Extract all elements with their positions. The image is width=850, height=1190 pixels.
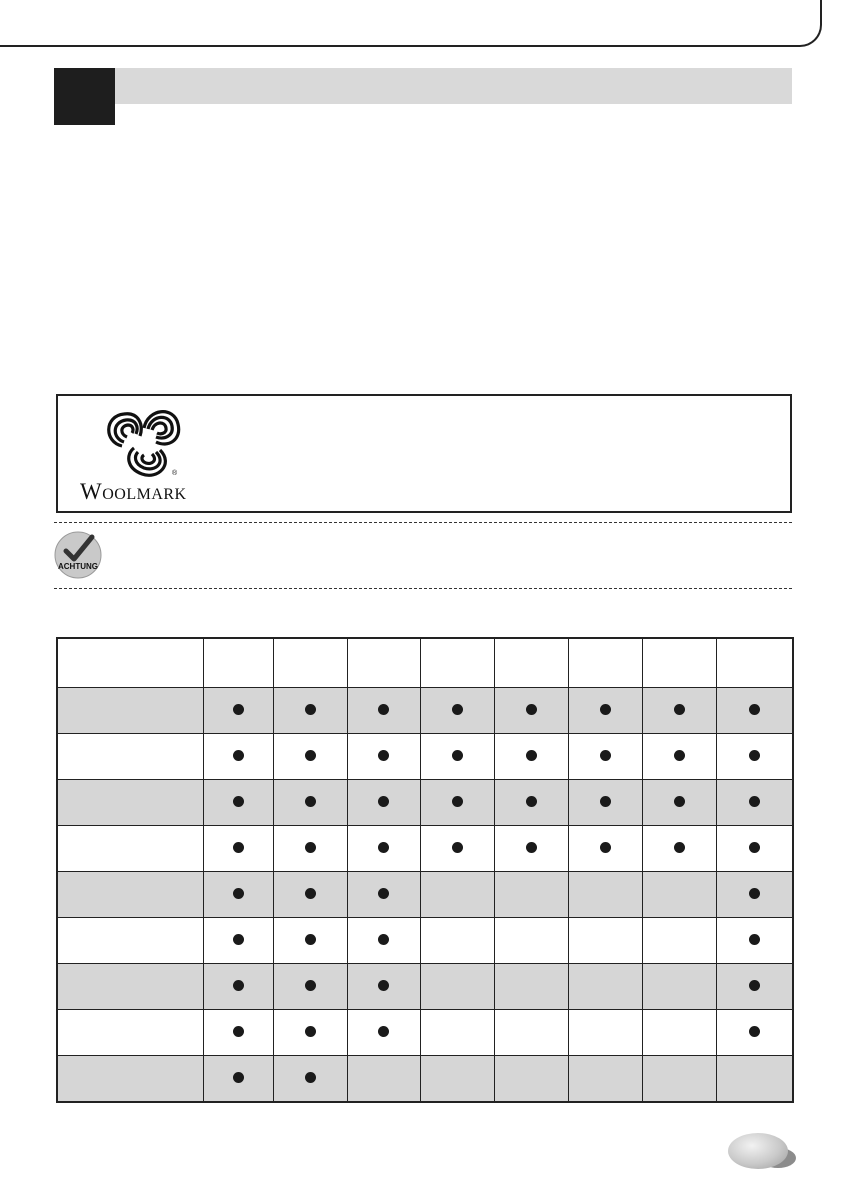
table-cell: [642, 872, 716, 918]
header-cell: [203, 638, 273, 688]
table-cell: [716, 872, 793, 918]
table-cell: [347, 780, 420, 826]
row-label-cell: [57, 826, 203, 872]
bullet-dot-icon: [600, 704, 611, 715]
achtung-badge-icon: [52, 531, 104, 579]
achtung-label: ACHTUNG: [58, 562, 98, 571]
bullet-dot-icon: [452, 750, 463, 761]
header-cell: [273, 638, 347, 688]
table-row: [57, 1010, 793, 1056]
bullet-dot-icon: [452, 704, 463, 715]
bullet-dot-icon: [233, 934, 244, 945]
table-row: [57, 872, 793, 918]
table-cell: [420, 1056, 494, 1103]
bullet-dot-icon: [305, 704, 316, 715]
table-cell: [347, 872, 420, 918]
table-cell: [568, 826, 642, 872]
table-cell: [494, 964, 568, 1010]
woolmark-wordmark: Woolmark: [80, 479, 187, 504]
bullet-dot-icon: [233, 980, 244, 991]
table-cell: [347, 688, 420, 734]
table-cell: [716, 964, 793, 1010]
table-cell: [420, 826, 494, 872]
table-cell: [494, 780, 568, 826]
section-marker-block: [54, 68, 115, 125]
bullet-dot-icon: [305, 750, 316, 761]
bullet-dot-icon: [233, 842, 244, 853]
bullet-dot-icon: [233, 1026, 244, 1037]
table-cell: [273, 872, 347, 918]
bullet-dot-icon: [305, 934, 316, 945]
table-cell: [203, 688, 273, 734]
bullet-dot-icon: [378, 934, 389, 945]
row-label-cell: [57, 918, 203, 964]
table-cell: [568, 964, 642, 1010]
table-cell: [420, 918, 494, 964]
bullet-dot-icon: [674, 842, 685, 853]
bullet-dot-icon: [674, 750, 685, 761]
bullet-dot-icon: [674, 796, 685, 807]
bullet-dot-icon: [452, 796, 463, 807]
table-cell: [273, 1056, 347, 1103]
bullet-dot-icon: [305, 842, 316, 853]
bullet-dot-icon: [526, 842, 537, 853]
table-cell: [494, 872, 568, 918]
table-cell: [203, 1010, 273, 1056]
table-cell: [273, 734, 347, 780]
header-cell: [347, 638, 420, 688]
table-cell: [568, 780, 642, 826]
table-cell: [568, 872, 642, 918]
table-cell: [716, 1056, 793, 1103]
table-cell: [568, 1010, 642, 1056]
bullet-dot-icon: [600, 750, 611, 761]
header-cell: [568, 638, 642, 688]
bullet-dot-icon: [378, 750, 389, 761]
bullet-dot-icon: [305, 1026, 316, 1037]
table-row: [57, 826, 793, 872]
table-row: [57, 734, 793, 780]
table-cell: [716, 734, 793, 780]
bullet-dot-icon: [305, 980, 316, 991]
table-cell: [273, 964, 347, 1010]
row-label-cell: [57, 734, 203, 780]
bullet-dot-icon: [749, 704, 760, 715]
table-cell: [203, 964, 273, 1010]
notice-top-divider: [54, 522, 792, 523]
table-cell: [203, 734, 273, 780]
table-cell: [716, 918, 793, 964]
table-cell: [203, 826, 273, 872]
header-cell: [57, 638, 203, 688]
header-cell: [642, 638, 716, 688]
table-cell: [494, 734, 568, 780]
table-cell: [203, 872, 273, 918]
table-cell: [420, 734, 494, 780]
bullet-dot-icon: [526, 796, 537, 807]
bullet-dot-icon: [305, 1072, 316, 1083]
bullet-dot-icon: [305, 796, 316, 807]
row-label-cell: [57, 872, 203, 918]
table-cell: [420, 1010, 494, 1056]
bullet-dot-icon: [749, 796, 760, 807]
table-cell: [642, 826, 716, 872]
bullet-dot-icon: [233, 704, 244, 715]
header-cell: [716, 638, 793, 688]
table-cell: [642, 918, 716, 964]
table-cell: [347, 734, 420, 780]
table-cell: [642, 964, 716, 1010]
table-cell: [347, 1056, 420, 1103]
table-cell: [420, 780, 494, 826]
bullet-dot-icon: [749, 842, 760, 853]
table-cell: [642, 688, 716, 734]
table-cell: [347, 964, 420, 1010]
bullet-dot-icon: [233, 1072, 244, 1083]
row-label-cell: [57, 780, 203, 826]
table-cell: [716, 780, 793, 826]
bullet-dot-icon: [749, 888, 760, 899]
bullet-dot-icon: [526, 704, 537, 715]
table-cell: [273, 826, 347, 872]
table-cell: [420, 688, 494, 734]
bullet-dot-icon: [305, 888, 316, 899]
bullet-dot-icon: [378, 980, 389, 991]
table-cell: [568, 1056, 642, 1103]
bullet-dot-icon: [233, 888, 244, 899]
row-label-cell: [57, 1010, 203, 1056]
table-cell: [203, 918, 273, 964]
bullet-dot-icon: [378, 704, 389, 715]
bullet-dot-icon: [233, 750, 244, 761]
table-row: [57, 688, 793, 734]
row-label-cell: [57, 688, 203, 734]
row-label-cell: [57, 964, 203, 1010]
table-cell: [642, 1056, 716, 1103]
woolmark-logo-icon: [100, 402, 186, 478]
bullet-dot-icon: [600, 842, 611, 853]
bullet-dot-icon: [749, 750, 760, 761]
header-cell: [494, 638, 568, 688]
bullet-dot-icon: [378, 796, 389, 807]
table-cell: [420, 964, 494, 1010]
bullet-dot-icon: [526, 750, 537, 761]
table-cell: [273, 780, 347, 826]
table-header-row: [57, 638, 793, 688]
table-cell: [273, 918, 347, 964]
bullet-dot-icon: [452, 842, 463, 853]
compatibility-table: [56, 637, 792, 1099]
table-cell: [494, 1056, 568, 1103]
table-cell: [273, 1010, 347, 1056]
section-header-bar: [54, 68, 792, 104]
table-cell: [203, 780, 273, 826]
bullet-dot-icon: [674, 704, 685, 715]
table-cell: [273, 688, 347, 734]
table-cell: [642, 1010, 716, 1056]
table-cell: [203, 1056, 273, 1103]
table-row: [57, 964, 793, 1010]
table-cell: [642, 780, 716, 826]
table-cell: [494, 1010, 568, 1056]
bullet-dot-icon: [749, 1026, 760, 1037]
table-cell: [716, 688, 793, 734]
table-row: [57, 918, 793, 964]
table-row: [57, 780, 793, 826]
table-cell: [716, 1010, 793, 1056]
table-cell: [716, 826, 793, 872]
table-cell: [347, 826, 420, 872]
bullet-dot-icon: [749, 980, 760, 991]
table-cell: [568, 734, 642, 780]
table-cell: [494, 688, 568, 734]
page-top-border: [0, 0, 822, 47]
table-cell: [420, 872, 494, 918]
row-label-cell: [57, 1056, 203, 1103]
bullet-dot-icon: [378, 1026, 389, 1037]
page-number-badge: [728, 1133, 788, 1169]
table-cell: [568, 918, 642, 964]
table-row: [57, 1056, 793, 1103]
bullet-dot-icon: [600, 796, 611, 807]
registered-mark: ®: [172, 470, 178, 477]
table-cell: [347, 1010, 420, 1056]
table-cell: [494, 826, 568, 872]
bullet-dot-icon: [378, 842, 389, 853]
notice-bottom-divider: [54, 588, 792, 589]
bullet-dot-icon: [378, 888, 389, 899]
bullet-dot-icon: [749, 934, 760, 945]
table-cell: [568, 688, 642, 734]
bullet-dot-icon: [233, 796, 244, 807]
table-cell: [494, 918, 568, 964]
table-cell: [347, 918, 420, 964]
table-cell: [642, 734, 716, 780]
header-cell: [420, 638, 494, 688]
